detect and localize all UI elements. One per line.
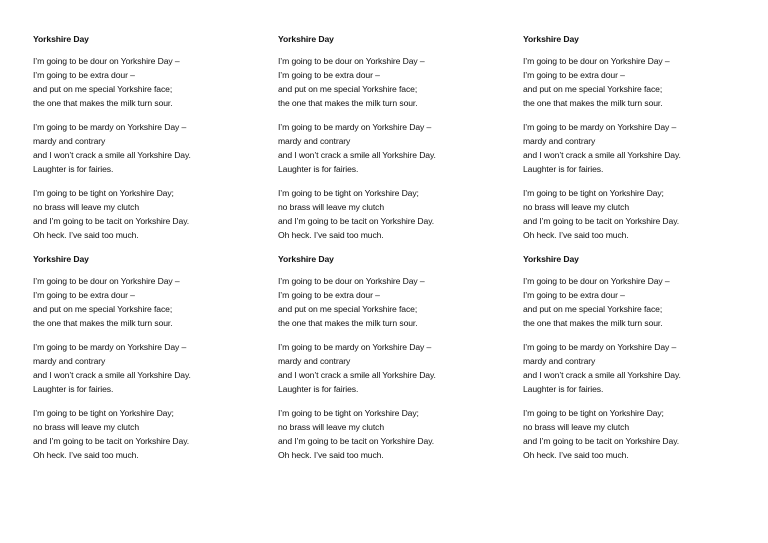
poem-stanza bbox=[523, 54, 753, 110]
poem-stanza bbox=[278, 54, 508, 110]
poem-line: mardy and contrary bbox=[523, 356, 596, 366]
poem-stanza bbox=[523, 186, 753, 242]
poem-title: Yorkshire Day bbox=[523, 34, 579, 44]
poem-line: I’m going to be extra dour – bbox=[523, 70, 625, 80]
poem-line: I’m going to be tight on Yorkshire Day; bbox=[33, 408, 174, 418]
poem-line: and I’m going to be tacit on Yorkshire Day. bbox=[33, 216, 190, 226]
poem-line: and I’m going to be tacit on Yorkshire Day. bbox=[278, 216, 435, 226]
poem-line: I’m going to be mardy on Yorkshire Day – bbox=[33, 122, 187, 132]
poem-line: Laughter is for fairies. bbox=[33, 164, 114, 174]
poem-stanza bbox=[278, 274, 508, 330]
poem-line: no brass will leave my clutch bbox=[278, 422, 384, 432]
poem-line: I’m going to be tight on Yorkshire Day; bbox=[523, 188, 664, 198]
poem-line: I’m going to be extra dour – bbox=[523, 290, 625, 300]
poem-line: the one that makes the milk turn sour. bbox=[33, 98, 173, 108]
poem-line: and put on me special Yorkshire face; bbox=[33, 84, 173, 94]
poem-stanza bbox=[278, 406, 508, 462]
poem-title: Yorkshire Day bbox=[33, 254, 89, 264]
poem-line: and put on me special Yorkshire face; bbox=[33, 304, 173, 314]
poem-line: Laughter is for fairies. bbox=[278, 164, 359, 174]
poem-line: Oh heck. I’ve said too much. bbox=[523, 450, 629, 460]
poem-line: and I won’t crack a smile all Yorkshire Day. bbox=[33, 370, 191, 380]
poem-stanza bbox=[33, 54, 263, 110]
poem-stanza bbox=[523, 406, 753, 462]
poem-line: I’m going to be dour on Yorkshire Day – bbox=[523, 276, 670, 286]
poem-stanza bbox=[33, 406, 263, 462]
poem-line: I’m going to be mardy on Yorkshire Day – bbox=[523, 342, 677, 352]
poem-line: no brass will leave my clutch bbox=[523, 202, 629, 212]
poem-line: I’m going to be extra dour – bbox=[278, 290, 380, 300]
poem-line: mardy and contrary bbox=[33, 356, 106, 366]
poem-line: Laughter is for fairies. bbox=[278, 384, 359, 394]
poem-line: I’m going to be tight on Yorkshire Day; bbox=[278, 188, 419, 198]
poem-stanza bbox=[33, 186, 263, 242]
poem-stanza bbox=[278, 186, 508, 242]
poem-stanza bbox=[278, 340, 508, 396]
poem-line: I’m going to be mardy on Yorkshire Day – bbox=[278, 122, 432, 132]
poem-stanza bbox=[33, 340, 263, 396]
poem-line: and I’m going to be tacit on Yorkshire Day. bbox=[278, 436, 435, 446]
poem-copy bbox=[33, 252, 263, 472]
poem-line: the one that makes the milk turn sour. bbox=[523, 318, 663, 328]
poem-line: Laughter is for fairies. bbox=[33, 384, 114, 394]
poem-title: Yorkshire Day bbox=[523, 254, 579, 264]
poem-line: Laughter is for fairies. bbox=[523, 384, 604, 394]
poem-line: mardy and contrary bbox=[523, 136, 596, 146]
poem-title: Yorkshire Day bbox=[278, 254, 334, 264]
poem-copy bbox=[278, 252, 508, 472]
poem-line: I’m going to be dour on Yorkshire Day – bbox=[278, 56, 425, 66]
poem-line: I’m going to be extra dour – bbox=[33, 290, 135, 300]
poem-line: Oh heck. I’ve said too much. bbox=[278, 450, 384, 460]
poem-line: and I won’t crack a smile all Yorkshire Day. bbox=[33, 150, 191, 160]
poem-line: Oh heck. I’ve said too much. bbox=[523, 230, 629, 240]
poem-stanza bbox=[523, 274, 753, 330]
poem-title: Yorkshire Day bbox=[33, 34, 89, 44]
poem-line: I’m going to be tight on Yorkshire Day; bbox=[523, 408, 664, 418]
poem-line: and I won’t crack a smile all Yorkshire Day. bbox=[278, 370, 436, 380]
poem-line: and I won’t crack a smile all Yorkshire Day. bbox=[523, 370, 681, 380]
poem-line: the one that makes the milk turn sour. bbox=[278, 318, 418, 328]
poem-line: Oh heck. I’ve said too much. bbox=[33, 450, 139, 460]
poem-line: no brass will leave my clutch bbox=[523, 422, 629, 432]
poem-line: and I’m going to be tacit on Yorkshire Day. bbox=[523, 216, 680, 226]
poem-line: I’m going to be mardy on Yorkshire Day – bbox=[33, 342, 187, 352]
poem-copy bbox=[278, 32, 508, 252]
poem-line: mardy and contrary bbox=[278, 356, 351, 366]
poem-line: mardy and contrary bbox=[33, 136, 106, 146]
poem-line: Oh heck. I’ve said too much. bbox=[33, 230, 139, 240]
poem-line: Laughter is for fairies. bbox=[523, 164, 604, 174]
poem-line: I’m going to be extra dour – bbox=[278, 70, 380, 80]
poem-line: I’m going to be mardy on Yorkshire Day – bbox=[523, 122, 677, 132]
poem-line: and I won’t crack a smile all Yorkshire Day. bbox=[278, 150, 436, 160]
poem-line: I’m going to be dour on Yorkshire Day – bbox=[33, 276, 180, 286]
poem-title: Yorkshire Day bbox=[278, 34, 334, 44]
poem-line: and I won’t crack a smile all Yorkshire Day. bbox=[523, 150, 681, 160]
poem-line: and put on me special Yorkshire face; bbox=[523, 304, 663, 314]
poem-line: I’m going to be mardy on Yorkshire Day – bbox=[278, 342, 432, 352]
poem-stanza bbox=[523, 120, 753, 176]
poem-line: no brass will leave my clutch bbox=[278, 202, 384, 212]
poem-line: the one that makes the milk turn sour. bbox=[278, 98, 418, 108]
poem-copy bbox=[523, 32, 753, 252]
poem-line: no brass will leave my clutch bbox=[33, 422, 139, 432]
poem-line: I’m going to be dour on Yorkshire Day – bbox=[278, 276, 425, 286]
poem-line: and put on me special Yorkshire face; bbox=[278, 84, 418, 94]
poem-line: and put on me special Yorkshire face; bbox=[523, 84, 663, 94]
poem-stanza bbox=[523, 340, 753, 396]
poem-line: I’m going to be extra dour – bbox=[33, 70, 135, 80]
poem-line: I’m going to be tight on Yorkshire Day; bbox=[33, 188, 174, 198]
poem-stanza bbox=[33, 274, 263, 330]
poem-line: and put on me special Yorkshire face; bbox=[278, 304, 418, 314]
poem-line: the one that makes the milk turn sour. bbox=[33, 318, 173, 328]
poem-line: I’m going to be dour on Yorkshire Day – bbox=[523, 56, 670, 66]
poem-line: mardy and contrary bbox=[278, 136, 351, 146]
poem-stanza bbox=[33, 120, 263, 176]
poem-line: the one that makes the milk turn sour. bbox=[523, 98, 663, 108]
poem-line: Oh heck. I’ve said too much. bbox=[278, 230, 384, 240]
poem-line: I’m going to be tight on Yorkshire Day; bbox=[278, 408, 419, 418]
poem-stanza bbox=[278, 120, 508, 176]
poem-copy bbox=[33, 32, 263, 252]
poem-line: I’m going to be dour on Yorkshire Day – bbox=[33, 56, 180, 66]
poem-line: no brass will leave my clutch bbox=[33, 202, 139, 212]
poem-line: and I’m going to be tacit on Yorkshire Day. bbox=[33, 436, 190, 446]
poem-copy bbox=[523, 252, 753, 472]
poem-line: and I’m going to be tacit on Yorkshire Day. bbox=[523, 436, 680, 446]
